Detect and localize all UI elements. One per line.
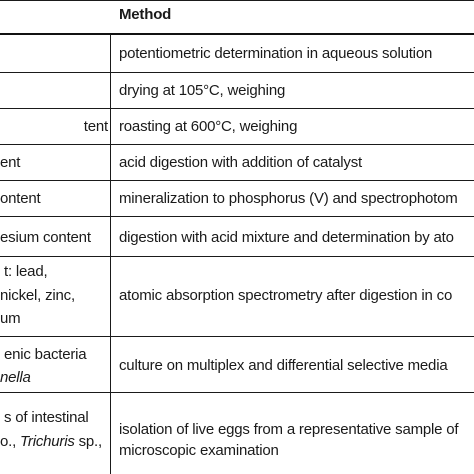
- row-rule: [0, 392, 474, 393]
- row-9-method-line-1: isolation of live eggs from a representative sample of: [119, 421, 459, 438]
- row-6-parameter: esium content: [0, 229, 91, 246]
- row-3-parameter: tent: [83, 118, 108, 135]
- column-header-method: Method: [119, 6, 172, 23]
- row-rule: [0, 216, 474, 217]
- row-8-parameter-line-2: [0, 368, 110, 387]
- row-2-method: drying at 105°C, weighing: [119, 82, 286, 99]
- row-rule: [0, 72, 474, 73]
- row-rule: [0, 180, 474, 181]
- row-rule: [0, 108, 474, 109]
- row-6-method: digestion with acid mixture and determination by ato: [119, 229, 454, 246]
- row-5-method: mineralization to phosphorus (V) and spectrophotom: [119, 190, 458, 207]
- param-text-a: o.,: [0, 433, 21, 450]
- genus-name: nella: [0, 369, 31, 386]
- row-4-parameter: ent: [0, 154, 21, 171]
- row-1-method: potentiometric determination in aqueous solution: [119, 45, 433, 62]
- header-top-rule: [0, 0, 474, 1]
- row-7-parameter-line-1: t: lead,: [4, 263, 48, 280]
- row-9-parameter-line-2: [0, 432, 110, 451]
- row-rule: [0, 256, 474, 257]
- row-9-method-line-2: microscopic examination: [119, 442, 279, 459]
- row-8-parameter-line-1: enic bacteria: [4, 346, 87, 363]
- row-5-parameter: ontent: [0, 190, 41, 207]
- row-7-parameter-line-3: um: [0, 310, 21, 327]
- row-rule: [0, 144, 474, 145]
- row-8-method: culture on multiplex and differential selective media: [119, 357, 448, 374]
- row-9-parameter-line-1: s of intestinal: [4, 409, 89, 426]
- row-4-method: acid digestion with addition of catalyst: [119, 154, 362, 171]
- row-7-method: atomic absorption spectrometry after digestion in co: [119, 287, 453, 304]
- row-7-parameter-line-2: nickel, zinc,: [0, 287, 75, 304]
- header-bottom-rule: [0, 33, 474, 35]
- row-rule: [0, 336, 474, 337]
- genus-name: Trichuris: [20, 433, 75, 450]
- row-3-method: roasting at 600°C, weighing: [119, 118, 298, 135]
- param-text-b: sp.,: [74, 433, 102, 450]
